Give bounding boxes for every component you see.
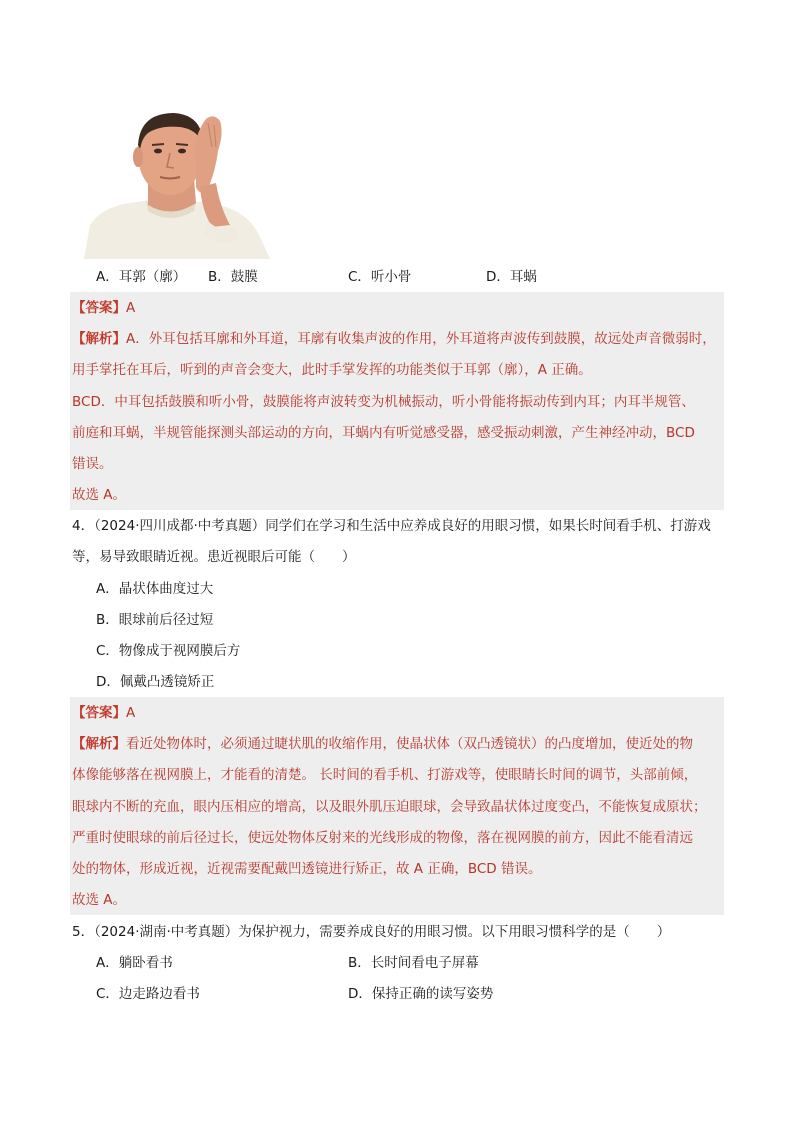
q4-option-c: C．物像成于视网膜后方 — [96, 643, 241, 659]
q3-analysis-line-5: 错误。 — [72, 456, 113, 472]
q3-answer-line — [72, 298, 135, 318]
q4-option-d: D．佩戴凸透镜矫正 — [96, 674, 215, 690]
q4-analysis-line-2: 体像能够落在视网膜上，才能看的清楚。 长时间的看手机、打游戏等，使眼睛长时间的调节，头部前倾， — [72, 767, 698, 783]
q4-stem-line-2: 等，易导致眼睛近视。患近视眼后可能（ ） — [72, 549, 356, 565]
q3-analysis-line-4: 前庭和耳蜗，半规管能探测头部运动的方向，耳蜗内有听觉感受器，感受振动刺激，产生神经冲动，BCD — [72, 425, 695, 441]
man-cupping-ear-photo — [84, 107, 272, 259]
q4-analysis-tag: 【解析】 — [72, 736, 126, 752]
q3-option-c: C．听小骨 — [348, 269, 412, 285]
q4-analysis-line-1: 【解析】看近处物体时，必须通过睫状肌的收缩作用，使晶状体（双凸透镜状）的凸度增加，使近处的物 — [72, 736, 693, 752]
q4-answer-value: A — [126, 705, 136, 721]
q3-option-a: A．耳郭（廓） — [96, 269, 187, 285]
q4-answer-line — [72, 703, 135, 723]
q4-analysis-line-3: 眼球内不断的充血，眼内压相应的增高，以及眼外肌压迫眼球，会导致晶状体过度变凸，不能恢复成原状； — [72, 799, 707, 815]
q4-option-b: B．眼球前后径过短 — [96, 612, 214, 628]
q4-answer-tag: 【答案】 — [72, 705, 126, 721]
q3-option-d: D．耳蜗 — [486, 269, 537, 285]
q3-option-b: B．鼓膜 — [208, 269, 258, 285]
q3-conclusion: 故选 A。 — [72, 487, 127, 503]
q3-analysis-line-1: 【解析】A．外耳包括耳廓和外耳道，耳廓有收集声波的作用，外耳道将声波传到鼓膜，故远处声音微弱时， — [72, 331, 716, 347]
q3-analysis-tag: 【解析】 — [72, 331, 126, 347]
q5-option-d: D．保持正确的读写姿势 — [348, 986, 494, 1002]
q5-option-a: A．躺卧看书 — [96, 955, 173, 971]
q3-analysis-line-2: 用手掌托在耳后，听到的声音会变大，此时手掌发挥的功能类似于耳郭（廓），A 正确。 — [72, 362, 592, 378]
q5-option-c: C．边走路边看书 — [96, 986, 200, 1002]
q4-conclusion: 故选 A。 — [72, 892, 127, 908]
q3-answer-value: A — [126, 300, 136, 316]
q4-analysis-line-4: 严重时使眼球的前后径过长，使远处物体反射来的光线形成的物像，落在视网膜的前方，因此不能看清远 — [72, 830, 693, 846]
q5-stem: 5．（2024·湖南·中考真题）为保护视力，需要养成良好的用眼习惯。以下用眼习惯科学的是（ ） — [72, 924, 671, 940]
q5-option-b: B．长时间看电子屏幕 — [348, 955, 479, 971]
q3-answer-tag: 【答案】 — [72, 300, 126, 316]
q4-analysis-line-5: 处的物体，形成近视，近视需要配戴凹透镜进行矫正，故 A 正确，BCD 错误。 — [72, 861, 542, 877]
q4-option-a: A．晶状体曲度过大 — [96, 581, 214, 597]
q3-analysis-line-3: BCD．中耳包括鼓膜和听小骨，鼓膜能将声波转变为机械振动，听小骨能将振动传到内耳；内耳半规管、 — [72, 394, 695, 410]
q4-stem-line-1: 4．（2024·四川成都·中考真题）同学们在学习和生活中应养成良好的用眼习惯，如果长时间看手机、打游戏 — [72, 518, 711, 534]
